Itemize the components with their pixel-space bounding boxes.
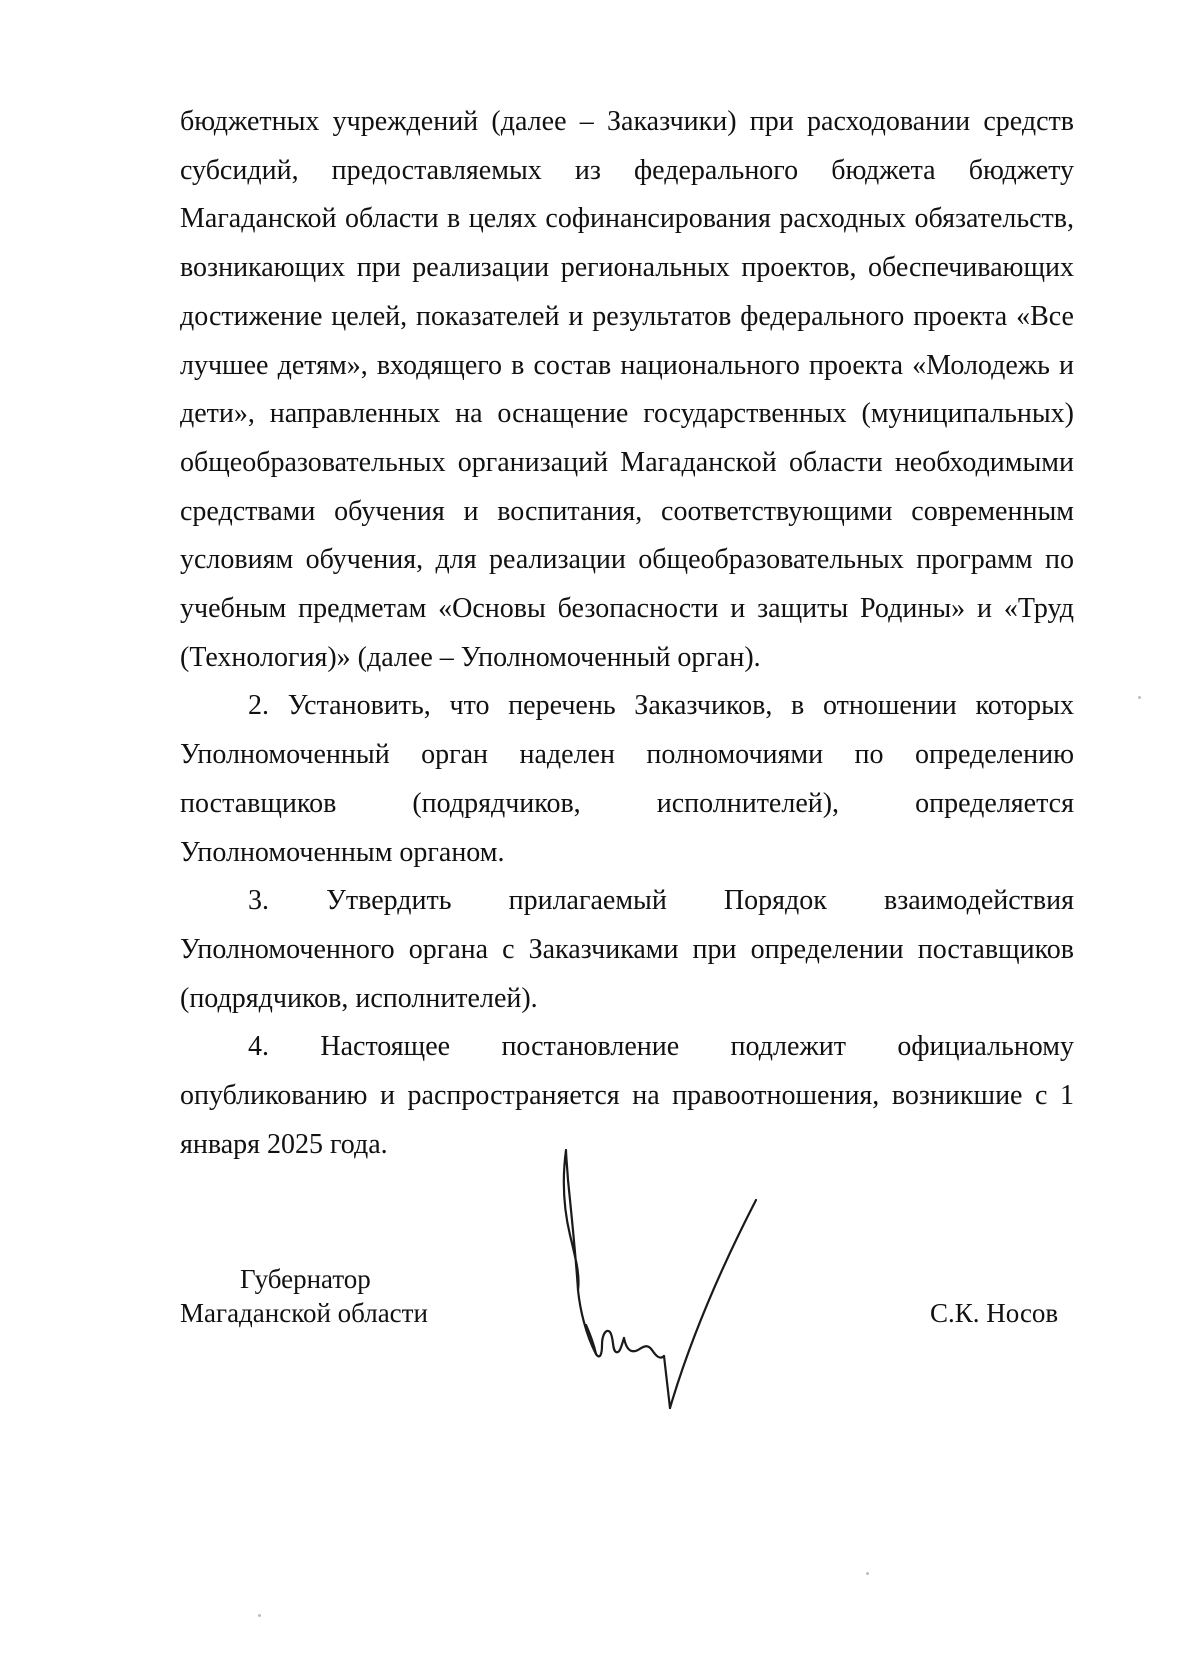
paragraph-item-3: 3. Утвердить прилагаемый Порядок взаимодействия Уполномоченного органа с Заказчиками при определении поставщиков (подрядчиков, исполнителей). <box>180 885 1074 1014</box>
paragraph-item-2: 2. Установить, что перечень Заказчиков, в отношении которых Уполномоченный орган наделен полномочиями по определению поставщиков (подрядчиков, исполнителей), определяется Уполномоченным органом. <box>180 690 1074 868</box>
signer-name: С.К. Носов <box>930 1298 1059 1328</box>
handwritten-signature <box>560 1140 800 1410</box>
scan-artifact <box>866 1572 869 1575</box>
signer-region: Магаданской области <box>180 1298 428 1328</box>
scan-artifact <box>1138 696 1141 699</box>
paragraph-continuation: бюджетных учреждений (далее – Заказчики) при расходовании средств субсидий, предоставляемых из федерального бюджета бюджету Магаданской области в целях софинансирования расходных обязательств, возникающих при реализации региональных проектов, обеспечивающих достижение целей, показателей и результатов федерального проекта «Все лучшее детям», входящего в состав национального проекта «Молодежь и дети», направленных на оснащение государственных (муниципальных) общеобразовательных организаций Магаданской области необходимыми средствами обучения и воспитания, соответствующими современным условиям обучения, для реализации общеобразовательных программ по учебным предметам «Основы безопасности и защиты Родины» и «Труд (Технология)» (далее – Уполномоченный орган). <box>180 106 1074 673</box>
scan-artifact <box>258 1614 261 1617</box>
paragraph-item-4: 4. Настоящее постановление подлежит официальному опубликованию и распространяется на правоотношения, возникшие с 1 января 2025 года. <box>180 1031 1074 1160</box>
signer-title <box>180 1262 428 1330</box>
signer-position: Губернатор <box>240 1264 371 1294</box>
